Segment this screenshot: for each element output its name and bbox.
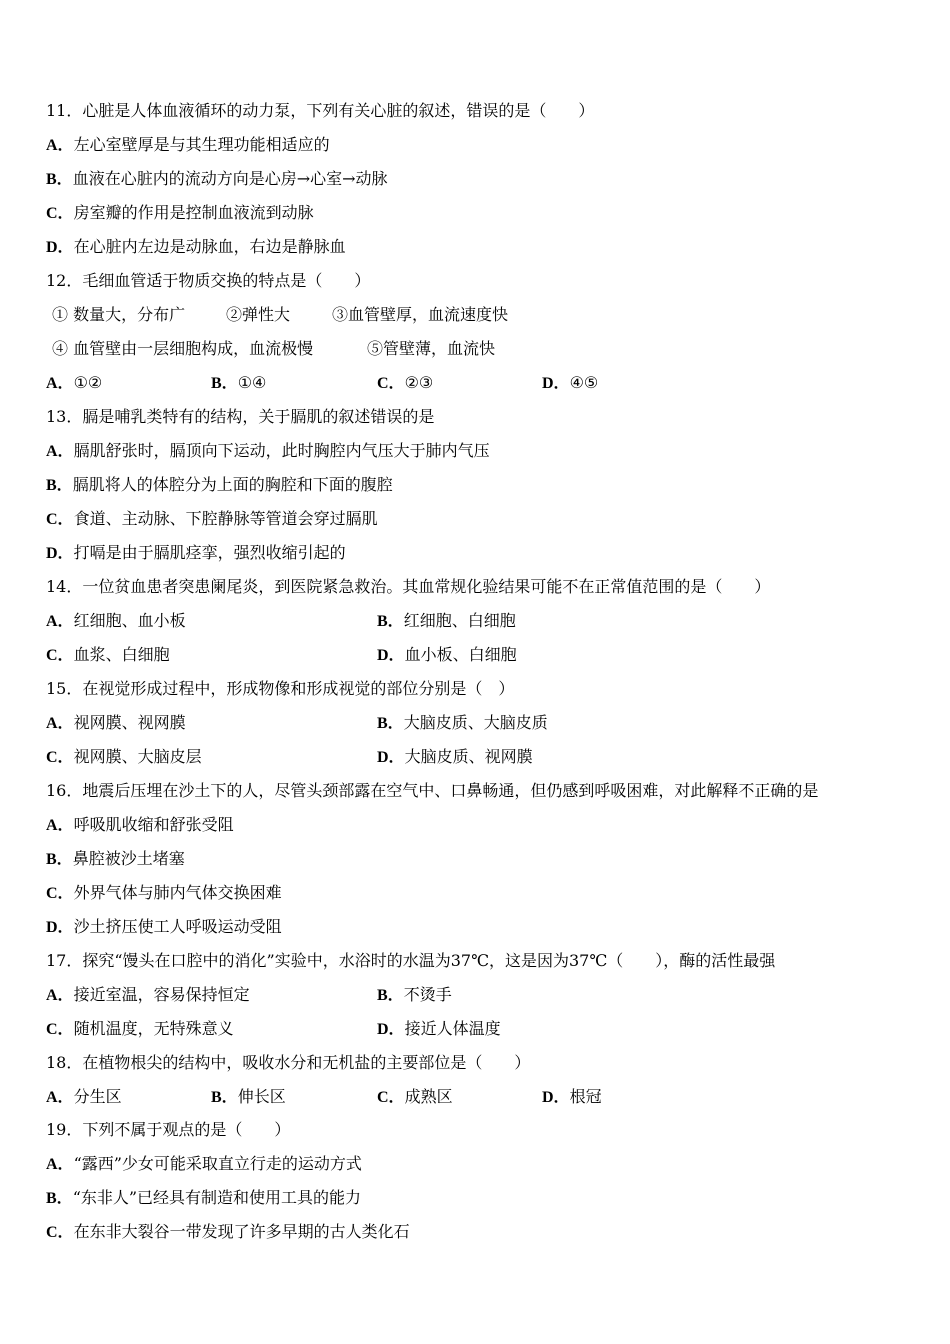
question-15-option-a (46, 713, 186, 734)
option-label: C． (46, 749, 74, 766)
option-label: B． (211, 375, 238, 392)
option-text: 大脑皮质、视网膜 (404, 747, 533, 766)
question-17-option-c (46, 1019, 234, 1040)
question-18-option-c (377, 1087, 453, 1108)
option-text: 不烫手 (403, 985, 452, 1004)
option-label: A． (46, 817, 74, 834)
question-number: 15． (46, 679, 83, 698)
option-text: 视网膜、大脑皮层 (73, 747, 202, 766)
option-text: 血小板、白细胞 (404, 645, 517, 664)
option-text: “露西”少女可能采取直立行走的运动方式 (73, 1154, 362, 1173)
option-label: A． (46, 715, 74, 732)
question-19-option-b (46, 1188, 361, 1209)
option-text: 在心脏内左边是动脉血，右边是静脉血 (73, 237, 346, 256)
option-label: B． (46, 477, 73, 494)
question-number: 18． (46, 1053, 83, 1072)
question-12-option-a (46, 373, 102, 394)
option-text: ④⑤ (569, 373, 599, 392)
option-text: 鼻腔被沙土堵塞 (72, 849, 185, 868)
option-text: 随机温度，无特殊意义 (73, 1019, 234, 1038)
option-text: ②③ (404, 373, 434, 392)
option-label: D． (542, 1089, 570, 1106)
question-18-option-b (211, 1087, 286, 1108)
question-15-option-b (377, 713, 548, 734)
option-text: 膈肌舒张时，膈顶向下运动，此时胸腔内气压大于肺内气压 (73, 441, 490, 460)
question-number: 11． (46, 101, 83, 120)
question-text: 在视觉形成过程中，形成物像和形成视觉的部位分别是（ ） (82, 679, 515, 698)
question-11-option-c (46, 203, 314, 224)
option-label: D． (46, 545, 74, 562)
option-label: B． (377, 613, 404, 630)
option-text: 接近人体温度 (404, 1019, 501, 1038)
option-label: D． (377, 647, 405, 664)
question-15-option-d (377, 747, 533, 768)
question-14-option-c (46, 645, 170, 666)
question-number: 17． (46, 951, 83, 970)
question-13-stem (46, 407, 434, 427)
question-19-stem (46, 1120, 290, 1140)
question-text: 下列不属于观点的是（ ） (82, 1120, 291, 1139)
option-label: B． (46, 1190, 73, 1207)
option-label: A． (46, 375, 74, 392)
question-16-option-a (46, 815, 234, 836)
option-label: A． (46, 443, 74, 460)
question-19-option-a (46, 1154, 362, 1175)
option-text: 血浆、白细胞 (73, 645, 170, 664)
option-text: 红细胞、白细胞 (403, 611, 516, 630)
option-label: B． (46, 851, 73, 868)
question-18-stem (46, 1053, 530, 1073)
statement-5: ⑤管壁薄，血流快 (367, 339, 496, 358)
question-19-option-c (46, 1222, 410, 1243)
question-12-option-c (377, 373, 433, 394)
option-text: 红细胞、血小板 (73, 611, 186, 630)
question-16-option-b (46, 849, 185, 870)
statement-4: ④ 血管壁由一层细胞构成，血流极慢 (52, 339, 314, 358)
question-text: 膈是哺乳类特有的结构，关于膈肌的叙述错误的是 (82, 407, 435, 426)
statement-3: ③血管壁厚，血流速度快 (332, 305, 509, 324)
option-label: A． (46, 613, 74, 630)
question-17-option-b (377, 985, 452, 1006)
question-12-option-d (542, 373, 598, 394)
question-number: 13． (46, 407, 83, 426)
option-text: 外界气体与肺内气体交换困难 (73, 883, 282, 902)
question-text: 探究“馒头在口腔中的消化”实验中，水浴时的水温为37℃，这是因为37℃（ ），酶的活性最强 (82, 951, 776, 970)
option-label: D． (377, 749, 405, 766)
option-text: 左心室壁厚是与其生理功能相适应的 (73, 135, 330, 154)
question-18-option-d (542, 1087, 602, 1108)
option-label: A． (46, 1156, 74, 1173)
option-label: C． (377, 375, 405, 392)
question-14-stem (46, 577, 770, 597)
question-13-option-a (46, 441, 490, 462)
option-text: ①② (73, 373, 103, 392)
option-text: “东非人”已经具有制造和使用工具的能力 (72, 1188, 362, 1207)
question-11-option-d (46, 237, 346, 258)
question-12-stem (46, 271, 370, 291)
option-label: A． (46, 137, 74, 154)
option-label: C． (377, 1089, 405, 1106)
option-text: 成熟区 (404, 1087, 453, 1106)
option-text: 呼吸肌收缩和舒张受阻 (73, 815, 234, 834)
option-label: C． (46, 1021, 74, 1038)
option-text: 根冠 (569, 1087, 602, 1106)
question-number: 16． (46, 781, 83, 800)
question-17-option-d (377, 1019, 501, 1040)
option-text: 分生区 (73, 1087, 122, 1106)
question-text: 一位贫血患者突患阑尾炎，到医院紧急救治。其血常规化验结果可能不在正常值范围的是（ ） (82, 577, 771, 596)
question-number: 14． (46, 577, 83, 596)
option-label: C． (46, 885, 74, 902)
option-text: 大脑皮质、大脑皮质 (403, 713, 548, 732)
option-label: D． (46, 919, 74, 936)
option-text: 在东非大裂谷一带发现了许多早期的古人类化石 (73, 1222, 410, 1241)
option-text: 沙土挤压使工人呼吸运动受阻 (73, 917, 282, 936)
option-label: C． (46, 647, 74, 664)
option-label: B． (377, 715, 404, 732)
option-text: 视网膜、视网膜 (73, 713, 186, 732)
option-text: 接近室温，容易保持恒定 (73, 985, 250, 1004)
question-17-stem (46, 951, 775, 971)
question-15-stem (46, 679, 514, 699)
question-16-option-d (46, 917, 282, 938)
option-text: 膈肌将人的体腔分为上面的胸腔和下面的腹腔 (72, 475, 393, 494)
question-16-stem (46, 781, 818, 801)
question-13-option-c (46, 509, 378, 530)
option-text: ①④ (237, 373, 267, 392)
question-18-option-a (46, 1087, 122, 1108)
option-label: D． (377, 1021, 405, 1038)
question-15-option-c (46, 747, 202, 768)
question-11-option-b (46, 169, 388, 190)
option-label: B． (46, 171, 73, 188)
question-13-option-d (46, 543, 346, 564)
statement-2: ②弹性大 (226, 305, 291, 324)
option-label: B． (211, 1089, 238, 1106)
option-label: C． (46, 1224, 74, 1241)
question-12-option-b (211, 373, 266, 394)
option-text: 打嗝是由于膈肌痉挛，强烈收缩引起的 (73, 543, 346, 562)
option-text: 伸长区 (237, 1087, 286, 1106)
option-label: A． (46, 987, 74, 1004)
option-label: B． (377, 987, 404, 1004)
question-number: 12． (46, 271, 83, 290)
question-11-stem (46, 101, 594, 121)
question-number: 19． (46, 1120, 83, 1139)
option-label: C． (46, 511, 74, 528)
question-14-option-b (377, 611, 516, 632)
option-label: C． (46, 205, 74, 222)
question-11-option-a (46, 135, 330, 156)
question-text: 在植物根尖的结构中，吸收水分和无机盐的主要部位是（ ） (82, 1053, 531, 1072)
question-text: 地震后压埋在沙土下的人，尽管头颈部露在空气中、口鼻畅通，但仍感到呼吸困难，对此解释不正确的是 (82, 781, 819, 800)
question-13-option-b (46, 475, 393, 496)
question-14-option-d (377, 645, 517, 666)
option-label: D． (46, 239, 74, 256)
question-text: 心脏是人体血液循环的动力泵，下列有关心脏的叙述，错误的是（ ） (82, 101, 595, 120)
question-16-option-c (46, 883, 282, 904)
question-17-option-a (46, 985, 250, 1006)
option-label: D． (542, 375, 570, 392)
question-text: 毛细血管适于物质交换的特点是（ ） (82, 271, 371, 290)
option-text: 血液在心脏内的流动方向是心房→心室→动脉 (72, 169, 388, 188)
option-text: 房室瓣的作用是控制血液流到动脉 (73, 203, 314, 222)
option-label: A． (46, 1089, 74, 1106)
statement-1: ① 数量大，分布广 (52, 305, 186, 324)
question-14-option-a (46, 611, 186, 632)
option-text: 食道、主动脉、下腔静脉等管道会穿过膈肌 (73, 509, 378, 528)
